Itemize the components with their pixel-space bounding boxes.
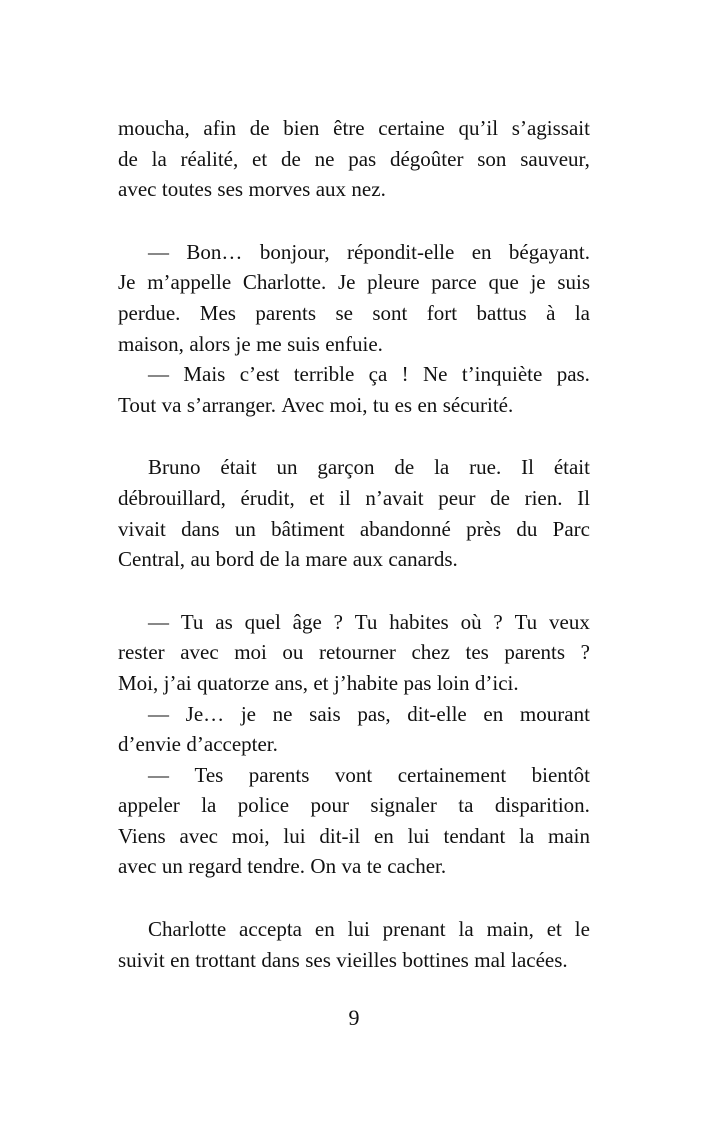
word: un: [276, 455, 298, 480]
word: qu’il: [458, 116, 499, 140]
word: où: [460, 609, 482, 634]
word: au: [190, 547, 211, 572]
word: lacées.: [511, 947, 568, 972]
word: Tes: [194, 762, 224, 787]
word: rester: [118, 640, 165, 665]
word: toutes: [161, 177, 213, 202]
word: sont: [372, 300, 408, 325]
paragraph: [118, 699, 590, 760]
word: Bon…: [186, 239, 243, 264]
word: habites: [389, 609, 449, 634]
text-line: [118, 267, 590, 298]
word: alors: [189, 331, 231, 356]
word: —: [148, 609, 169, 634]
word: en: [483, 701, 504, 726]
word: abandonné: [359, 516, 451, 541]
word: la: [458, 917, 474, 942]
word: j’ai: [163, 670, 192, 695]
word: vieilles: [336, 947, 397, 972]
word: parce: [431, 270, 477, 295]
word: il: [339, 485, 351, 510]
word: Il: [577, 485, 590, 510]
word: dans: [261, 947, 300, 972]
word: près: [466, 516, 502, 541]
word: pleure: [367, 270, 420, 295]
word: cacher.: [387, 854, 447, 879]
word: !: [401, 362, 409, 387]
word: police: [237, 793, 290, 818]
word: mourant: [519, 701, 590, 726]
text-line: [118, 237, 590, 268]
word: battus: [476, 300, 527, 325]
word: de: [490, 485, 510, 510]
text-line: [118, 637, 590, 668]
word: va: [341, 854, 362, 879]
text-line: [118, 790, 590, 821]
word: du: [516, 516, 538, 541]
word: répondit-elle: [346, 239, 455, 264]
word: avec: [118, 177, 157, 202]
word: Tu: [514, 609, 538, 634]
paragraph-group: [118, 237, 590, 421]
word: débrouillard,: [118, 485, 226, 510]
paragraph: [118, 359, 590, 420]
word: que: [488, 270, 519, 295]
word: la: [519, 823, 535, 848]
word: ça: [368, 362, 388, 387]
word: Bruno: [148, 455, 201, 480]
word: de: [118, 146, 138, 171]
text-line: [118, 945, 590, 976]
word: —: [148, 362, 169, 387]
word: ne: [314, 146, 335, 171]
word: de: [259, 547, 280, 572]
text-line: [118, 760, 590, 791]
word: mal: [474, 947, 506, 972]
word: aux: [352, 547, 384, 572]
word: ?: [493, 609, 503, 634]
paragraph: [118, 113, 590, 205]
word: Je: [118, 270, 136, 295]
word: peur: [438, 485, 476, 510]
word: un: [234, 516, 256, 541]
word: avec: [118, 854, 157, 879]
word: se: [335, 300, 353, 325]
word: Ne: [423, 362, 448, 387]
word: nez.: [351, 177, 386, 202]
word: ses: [217, 177, 244, 202]
word: suis: [287, 331, 320, 356]
text-line: [118, 544, 590, 575]
word: dégoûter: [389, 146, 464, 171]
word: te: [366, 854, 382, 879]
word: était: [553, 455, 590, 480]
word: je: [240, 701, 256, 726]
text-line: [118, 607, 590, 638]
word: dans: [181, 516, 220, 541]
word: me: [256, 331, 282, 356]
word: tendre.: [247, 854, 306, 879]
paragraph: [118, 452, 590, 574]
word: âge: [292, 609, 322, 634]
word: Mes: [199, 300, 236, 325]
word: afin: [203, 116, 237, 140]
word: ta: [458, 793, 474, 818]
word: en: [471, 239, 492, 264]
word: canards.: [388, 547, 458, 572]
word: rien.: [524, 485, 563, 510]
word: la: [434, 455, 450, 480]
word: son: [477, 146, 507, 171]
text-line: [118, 821, 590, 852]
word: moi,: [329, 392, 368, 417]
word: as: [215, 609, 233, 634]
word: et: [546, 917, 562, 942]
word: le: [574, 917, 590, 942]
text-line: [118, 914, 590, 945]
word: trottant: [195, 947, 256, 972]
word: et: [313, 670, 329, 695]
word: Il: [521, 455, 534, 480]
word: parents: [504, 640, 566, 665]
word: ans,: [274, 670, 308, 695]
word: la: [151, 146, 167, 171]
word: m’appelle: [147, 270, 232, 295]
word: Je…: [185, 701, 225, 726]
word: je: [235, 331, 251, 356]
word: lui: [283, 823, 306, 848]
word: être: [333, 116, 365, 140]
word: signaler: [370, 793, 437, 818]
word: était: [220, 455, 257, 480]
word: d’ici.: [474, 670, 519, 695]
word: sauveur,: [520, 146, 590, 171]
word: On: [310, 854, 337, 879]
word: Tout: [118, 392, 157, 417]
text-line: [118, 113, 590, 144]
paragraph-group: [118, 113, 590, 205]
word: s’arranger.: [186, 392, 277, 417]
word: moucha,: [118, 116, 190, 140]
text-line: [118, 452, 590, 483]
word: érudit,: [240, 485, 295, 510]
word: Tu: [180, 609, 204, 634]
word: Avec: [281, 392, 325, 417]
word: —: [148, 701, 169, 726]
word: un: [161, 854, 183, 879]
paragraph: [118, 237, 590, 359]
word: parents: [255, 300, 317, 325]
word: tu: [372, 392, 390, 417]
word: n’avait: [365, 485, 424, 510]
word: terrible: [293, 362, 355, 387]
word: bien: [283, 116, 320, 140]
word: maison,: [118, 331, 184, 356]
word: ses: [305, 947, 331, 972]
word: va: [161, 392, 182, 417]
text-line: [118, 390, 590, 421]
word: accepta: [239, 917, 302, 942]
word: s’agissait: [511, 116, 590, 140]
word: Parc: [552, 516, 590, 541]
word: certainement: [397, 762, 507, 787]
word: —: [148, 239, 169, 264]
word: main,: [486, 917, 534, 942]
word: —: [148, 762, 169, 787]
word: et: [309, 485, 325, 510]
word: disparition.: [494, 793, 590, 818]
word: Tu: [354, 609, 378, 634]
word: moi: [234, 640, 267, 665]
text-line: [118, 699, 590, 730]
text-line: [118, 359, 590, 390]
word: lui: [347, 917, 370, 942]
word: bientôt: [531, 762, 590, 787]
word: pas.: [556, 362, 590, 387]
word: rue.: [469, 455, 502, 480]
word: je: [530, 270, 546, 295]
word: certaine: [378, 116, 445, 140]
text-line: [118, 514, 590, 545]
text-line: [118, 174, 590, 205]
word: chez: [411, 640, 450, 665]
word: vont: [334, 762, 373, 787]
paragraph: [118, 760, 590, 882]
word: regard: [188, 854, 242, 879]
word: c’est: [239, 362, 280, 387]
word: bord: [215, 547, 255, 572]
word: d’envie: [118, 732, 181, 757]
word: fort: [426, 300, 458, 325]
text-line: [118, 298, 590, 329]
paragraph-group: [118, 914, 590, 975]
word: Mais: [183, 362, 226, 387]
word: sais: [309, 701, 341, 726]
word: Viens: [118, 823, 166, 848]
word: t’inquiète: [461, 362, 543, 387]
word: ne: [272, 701, 293, 726]
word: perdue.: [118, 300, 181, 325]
text-line: [118, 483, 590, 514]
word: sécurité.: [442, 392, 514, 417]
word: parents: [248, 762, 310, 787]
word: Moi,: [118, 670, 159, 695]
text-line: [118, 329, 590, 360]
paragraph-group: [118, 452, 590, 574]
word: suis: [557, 270, 590, 295]
word: suivit: [118, 947, 165, 972]
word: réalité,: [180, 146, 239, 171]
word: prenant: [382, 917, 446, 942]
word: ?: [333, 609, 343, 634]
word: en: [373, 823, 394, 848]
word: Charlotte.: [242, 270, 327, 295]
word: en: [314, 917, 335, 942]
word: de: [394, 455, 415, 480]
word: mare: [305, 547, 348, 572]
word: pas: [348, 146, 377, 171]
word: à: [546, 300, 556, 325]
text-line: [118, 144, 590, 175]
word: lui: [407, 823, 430, 848]
word: la: [201, 793, 217, 818]
word: tes: [465, 640, 489, 665]
word: veux: [549, 609, 590, 634]
word: loin: [436, 670, 470, 695]
word: es: [394, 392, 413, 417]
word: avec: [179, 823, 218, 848]
word: quel: [244, 609, 281, 634]
word: main: [548, 823, 590, 848]
word: la: [574, 300, 590, 325]
word: j’habite: [333, 670, 399, 695]
word: dit-elle: [407, 701, 467, 726]
page-body: [118, 113, 590, 1007]
word: appeler: [118, 793, 180, 818]
word: pour: [310, 793, 349, 818]
text-line: [118, 851, 590, 882]
text-line: [118, 668, 590, 699]
word: avec: [180, 640, 219, 665]
word: tendant: [443, 823, 506, 848]
word: bâtiment: [271, 516, 345, 541]
word: enfuie.: [325, 331, 383, 356]
word: ou: [282, 640, 304, 665]
word: Central,: [118, 547, 186, 572]
word: bégayant.: [508, 239, 590, 264]
word: moi,: [231, 823, 270, 848]
word: bonjour,: [259, 239, 330, 264]
paragraph: [118, 914, 590, 975]
word: pas,: [357, 701, 391, 726]
word: et: [252, 146, 268, 171]
paragraph: [118, 607, 590, 699]
word: aux: [315, 177, 347, 202]
word: Charlotte: [148, 917, 227, 942]
word: vivait: [118, 516, 166, 541]
paragraph-group: [118, 607, 590, 882]
word: pas: [403, 670, 432, 695]
word: ?: [580, 640, 590, 665]
word: dit-il: [319, 823, 361, 848]
word: garçon: [317, 455, 375, 480]
word: d’accepter.: [186, 732, 278, 757]
word: morves: [248, 177, 311, 202]
word: en: [170, 947, 190, 972]
word: de: [249, 116, 270, 140]
word: quatorze: [197, 670, 270, 695]
word: la: [284, 547, 300, 572]
word: de: [280, 146, 301, 171]
word: retourner: [318, 640, 396, 665]
word: bottines: [402, 947, 469, 972]
page-number: 9: [348, 1005, 360, 1030]
text-line: [118, 729, 590, 760]
word: Je: [337, 270, 356, 295]
word: en: [417, 392, 438, 417]
